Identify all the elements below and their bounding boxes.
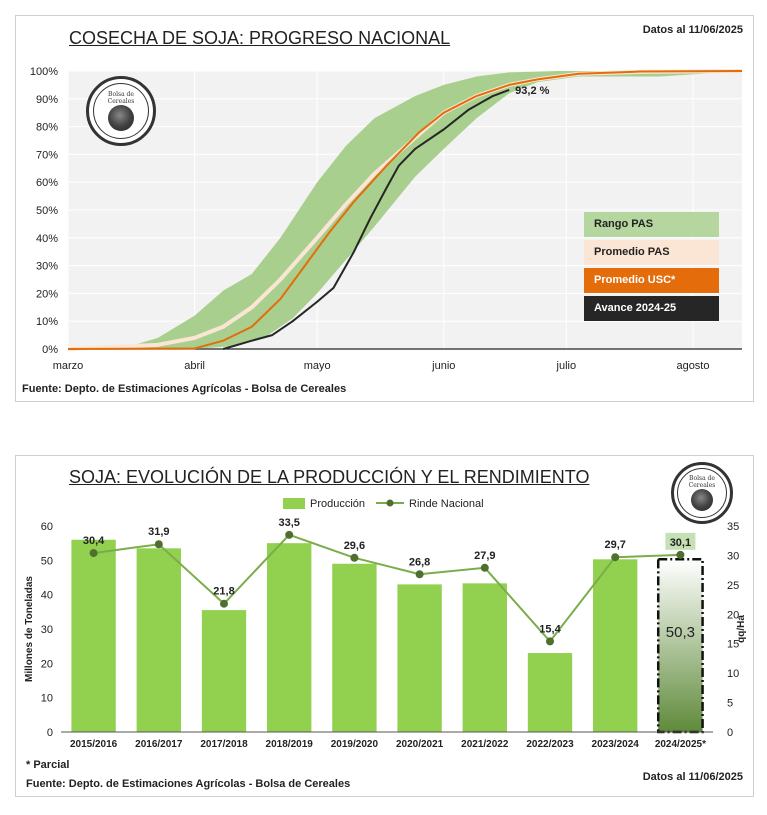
y2-tick-label: 30: [727, 550, 740, 563]
x-tick-label: agosto: [676, 360, 710, 372]
bar: [267, 543, 311, 732]
y-tick-label: 70%: [35, 149, 58, 162]
x-tick-label: mayo: [303, 360, 331, 372]
y-tick-label: 30%: [35, 260, 58, 273]
y2-tick-label: 20: [727, 609, 740, 622]
y-tick-label: 0%: [42, 344, 58, 356]
bolsa-de-cereales-seal: [86, 76, 156, 146]
bar: [658, 559, 702, 732]
legend-item: Rango PAS: [584, 212, 719, 237]
x-tick-label: 2023/2024: [591, 739, 639, 750]
yield-marker: [676, 551, 684, 559]
bolsa-de-cereales-seal-2: [671, 462, 733, 524]
y-tick-label: 40: [40, 589, 53, 602]
progress-annotation: 93,2 %: [515, 84, 550, 97]
legend-yield-marker: [387, 500, 394, 507]
yield-value-label: 31,9: [148, 526, 170, 539]
partial-note: * Parcial: [26, 759, 70, 771]
y-tick-label: 40%: [35, 232, 58, 245]
x-tick-label: 2016/2017: [135, 739, 183, 750]
yield-marker: [546, 637, 554, 645]
x-tick-label: 2024/2025*: [654, 739, 706, 750]
harvest-source: Fuente: Depto. de Estimaciones Agrícolas - Bolsa de Cereales: [22, 383, 347, 395]
y-tick-label: 20: [40, 658, 53, 671]
bar: [332, 564, 376, 732]
y2-tick-label: 25: [727, 579, 740, 592]
yield-marker: [350, 554, 358, 562]
legend-production-label: Producción: [310, 498, 366, 510]
bar-value-label: 50,3: [665, 624, 696, 642]
yield-marker: [285, 531, 293, 539]
bar: [71, 540, 115, 732]
y-tick-label: 60: [40, 521, 53, 533]
y-tick-label: 10%: [35, 316, 58, 329]
seal-text: Bolsa de Cereales: [107, 91, 135, 105]
yield-marker: [416, 570, 424, 578]
legend-item: Promedio USC*: [584, 268, 719, 293]
harvest-data-date: Datos al 11/06/2025: [642, 24, 743, 36]
x-tick-label: 2018/2019: [265, 739, 313, 750]
y2-tick-label: 10: [727, 668, 740, 681]
x-tick-label: 2017/2018: [200, 739, 248, 750]
yield-marker: [611, 553, 619, 561]
legend-production-swatch: [283, 498, 305, 509]
yield-marker: [220, 600, 228, 608]
bar: [463, 583, 507, 732]
y2-tick-label: 0: [727, 727, 734, 739]
y-tick-label: 80%: [35, 121, 58, 134]
x-tick-label: junio: [432, 360, 456, 372]
production-chart-title: SOJA: EVOLUCIÓN DE LA PRODUCCIÓN Y EL RENDIMIENTO: [69, 467, 590, 487]
yield-value-label: 29,7: [604, 539, 626, 552]
y2-tick-label: 35: [727, 521, 740, 533]
x-tick-label: 2020/2021: [395, 739, 444, 750]
yield-marker: [90, 549, 98, 557]
yield-marker: [481, 564, 489, 572]
y-tick-label: 60%: [35, 177, 58, 190]
x-tick-label: julio: [556, 360, 577, 372]
x-tick-label: 2022/2023: [526, 739, 574, 750]
legend-item: Promedio PAS: [584, 240, 719, 265]
yield-value-label: 29,6: [343, 539, 366, 552]
harvest-progress-chart: [16, 16, 753, 401]
x-tick-label: 2019/2020: [330, 739, 379, 750]
yield-value-label: 21,8: [213, 585, 235, 598]
y-tick-label: 50%: [35, 205, 58, 217]
y2-tick-label: 15: [727, 638, 740, 651]
bar: [593, 559, 637, 732]
bar: [528, 653, 572, 732]
x-tick-label: 2021/2022: [461, 739, 509, 750]
production-yield-panel: [15, 455, 754, 797]
legend-yield-label: Rinde Nacional: [409, 498, 484, 510]
y-tick-label: 50: [40, 555, 53, 568]
harvest-chart-title: COSECHA DE SOJA: PROGRESO NACIONAL: [69, 28, 451, 48]
yield-value-label: 26,8: [408, 556, 431, 569]
yield-marker: [155, 540, 163, 548]
y2-axis-title: qq/Ha: [736, 615, 747, 643]
yield-value-label: 33,5: [278, 516, 300, 529]
bar: [202, 610, 246, 732]
bar: [397, 584, 441, 732]
production-data-date: Datos al 11/06/2025: [642, 771, 743, 783]
seal-emblem-icon-2: [691, 489, 713, 511]
yield-value-label: 30,4: [82, 535, 105, 548]
y-tick-label: 30: [40, 624, 53, 636]
bar: [137, 548, 181, 732]
production-source: Fuente: Depto. de Estimaciones Agrícolas - Bolsa de Cereales: [26, 778, 351, 790]
y-tick-label: 100%: [29, 66, 58, 78]
yield-value-label: 27,9: [474, 549, 496, 562]
harvest-progress-panel: [15, 15, 754, 402]
production-yield-chart: [16, 456, 753, 796]
y2-tick-label: 5: [727, 697, 734, 710]
seal-emblem-icon: [108, 105, 134, 131]
legend-item: Avance 2024-25: [584, 296, 719, 321]
yield-line: [94, 535, 681, 642]
y-tick-label: 10: [40, 692, 53, 705]
x-tick-label: 2015/2016: [69, 739, 118, 750]
yield-value-label: 30,1: [669, 536, 692, 549]
y-axis-title: Millones de Toneladas: [24, 576, 35, 682]
y-tick-label: 90%: [35, 93, 58, 106]
seal-text-2: Bolsa de Cereales: [688, 475, 716, 489]
x-tick-label: abril: [184, 360, 206, 372]
y-tick-label: 0: [46, 727, 53, 739]
x-tick-label: marzo: [52, 360, 84, 372]
y-tick-label: 20%: [35, 288, 58, 301]
yield-value-label: 15,4: [539, 623, 561, 636]
